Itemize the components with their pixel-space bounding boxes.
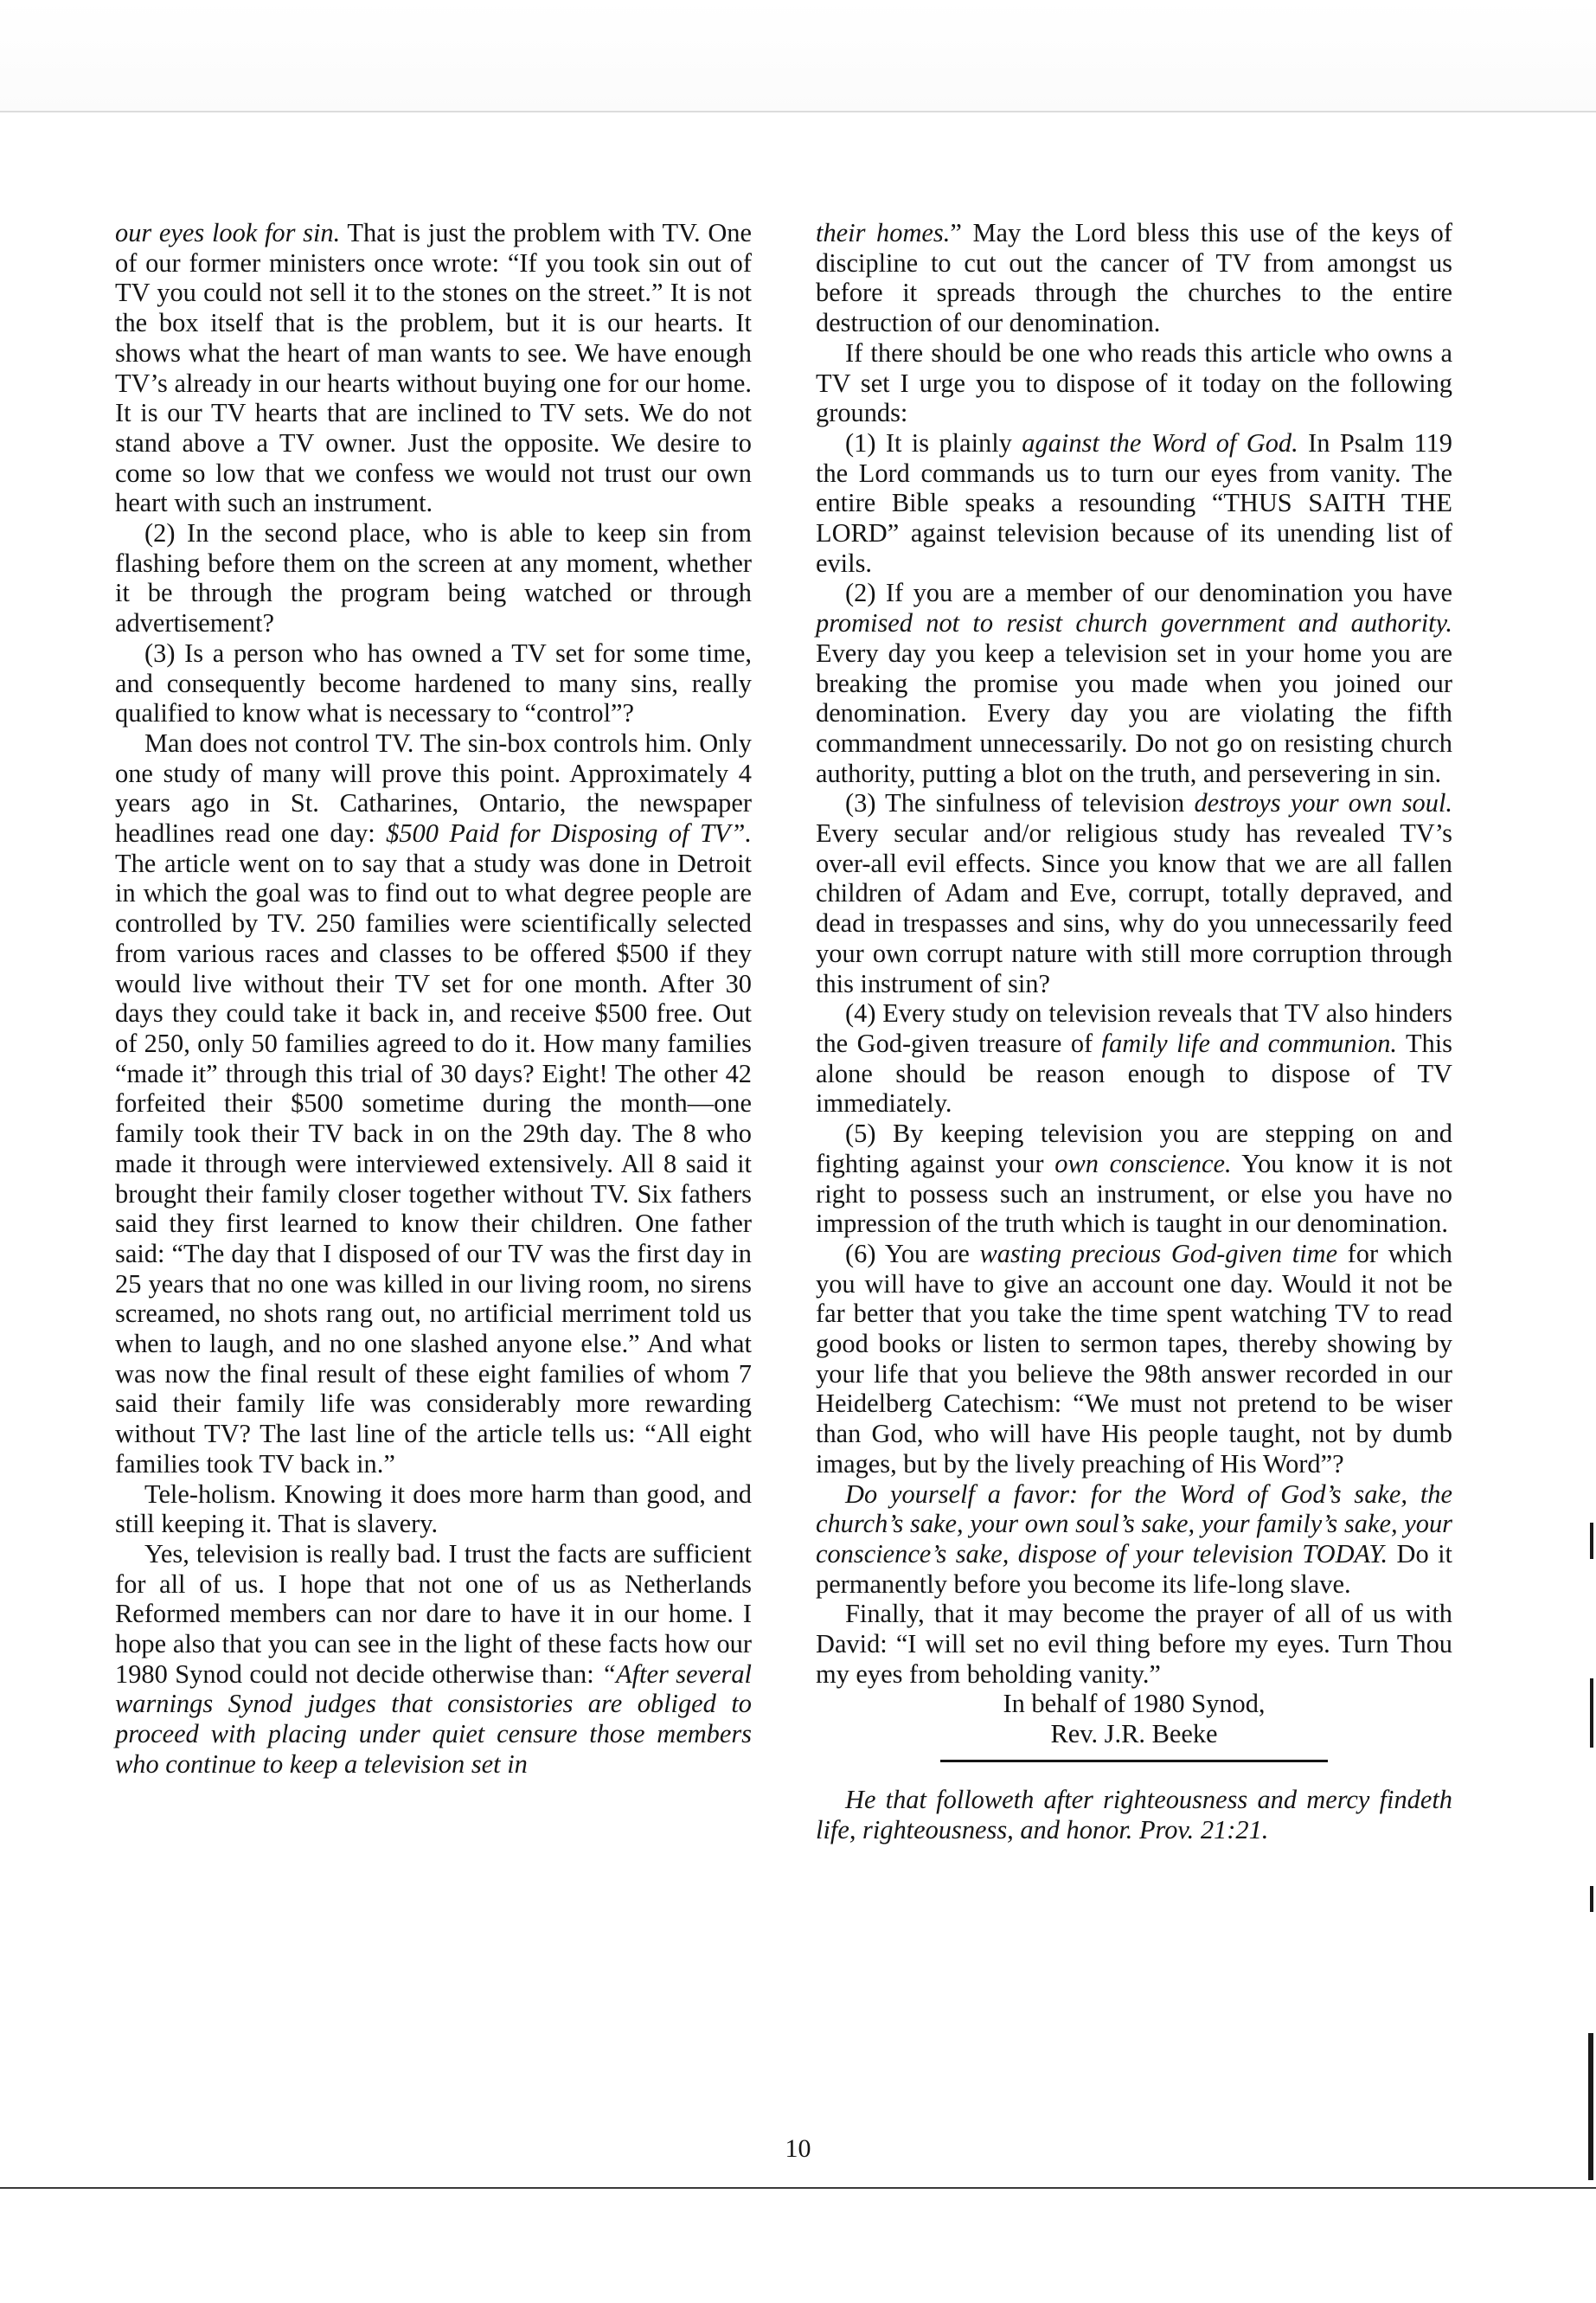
paragraph: (3) Is a person who has owned a TV set for some time, and consequently become hardened to many sins, really qualified to know what is necessary to “control”? bbox=[115, 638, 752, 728]
body-text: Every day you keep a television set in your home you are breaking the promise you made when you joined our denomination. Every day you are violating the fifth commandment unnecessarily. Do not go on resisting church authority, putting a blot on the truth, and persevering in sin. bbox=[816, 638, 1452, 788]
body-text: (3) The sinfulness of television bbox=[845, 788, 1195, 818]
paragraph bbox=[115, 1539, 752, 1780]
italic-text: Do yourself a favor: for the Word of God’s sake, the church’s sake, your own soul’s sake, your family’s sake, your conscience’s sake, dispose of your television TODAY. bbox=[816, 1479, 1452, 1568]
paragraph bbox=[816, 1119, 1452, 1239]
body-text: Do it permanently before you become its life-long slave. bbox=[816, 1538, 1452, 1599]
body-text: (2) If you are a member of our denomination you have bbox=[845, 578, 1452, 608]
page-number: 10 bbox=[785, 2134, 811, 2163]
italic-text: own conscience. bbox=[1054, 1148, 1232, 1178]
signature-divider bbox=[940, 1760, 1328, 1762]
paragraph: If there should be one who reads this article who owns a TV set I urge you to dispose of it today on the following grounds: bbox=[816, 337, 1452, 428]
body-text: ” May the Lord bless this use of the keys of discipline to cut out the cancer of TV from amongst us before it spreads through the churches to the entire destruction of our denomination. bbox=[816, 218, 1452, 338]
left-column bbox=[115, 218, 752, 1780]
italic-text: “After several warnings Synod judges that consistories are obliged to proceed with placing under quiet censure those members who continue to keep a television set in bbox=[115, 1658, 752, 1779]
italic-text: wasting precious God-given time bbox=[979, 1238, 1338, 1268]
body-text: Every secular and/or religious study has revealed TV’s over-all evil effects. Since you know that we are all fallen children of Adam and Eve, corrupt, totally depraved, and dead in trespasses and sins, why do you unnecessarily feed your own corrupt nature with still more corruption through this instrument of sin? bbox=[816, 818, 1452, 998]
body-text: The article went on to say that a study was done in Detroit in which the goal was to find out to what degree people are controlled by TV. 250 families were scientifically selected from various races and classes to be offered $500 if they would live without their TV set for one month. After 30 days they could take it back in, and receive $500 free. Out of 250, only 50 families agreed to do it. How many families “made it” through this trial of 30 days? Eight! The other 42 forfeited their $500 sometime during the month—one family took their TV back in on the 29th day. The 8 who made it through were interviewed extensively. All 8 said it brought their family closer together without TV. Six fathers said they first learned to know their children. One father said: “The day that I disposed of our TV was the first day in 25 years that no one was killed in our living room, no sirens screamed, no shots rang out, no artificial merriment told us when to laugh, and no one slashed anyone else.” And what was now the final result of these eight families of whom 7 said their family life was considerably more rewarding without TV? The last line of the article tells us: “All eight families took TV back in.” bbox=[115, 848, 752, 1479]
closing-verse: He that followeth after righteousness and mercy findeth life, righteousness, and honor. Prov. 21:21. bbox=[816, 1784, 1452, 1844]
paragraph: Tele-holism. Knowing it does more harm than good, and still keeping it. That is slavery. bbox=[115, 1479, 752, 1539]
body-text: Man does not control TV. The sin-box controls him. Only one study of many will prove this point. Approximately 4 years ago in St. Catharines, Ontario, the newspaper headlines read one day: bbox=[115, 728, 752, 849]
italic-text: their homes. bbox=[816, 218, 951, 247]
italic-text: against the Word of God. bbox=[1022, 427, 1298, 458]
author-signature: Rev. J.R. Beeke bbox=[1050, 1719, 1218, 1749]
paragraph bbox=[816, 1239, 1452, 1479]
paragraph bbox=[816, 428, 1452, 579]
paragraph bbox=[816, 788, 1452, 998]
paragraph bbox=[816, 998, 1452, 1119]
paragraph bbox=[816, 218, 1452, 338]
body-text: for which you will have to give an account one day. Would it not be far better that you take the time spent watching TV to read good books or listen to sermon tapes, thereby showing by your life that you believe the 98th answer recorded in our Heidelberg Catechism: “We must not pretend to be wiser than God, who will have His people taught, not by dumb images, but by the lively preaching of His Word”? bbox=[816, 1238, 1452, 1479]
italic-text: family life and communion. bbox=[1101, 1028, 1397, 1058]
italic-text: destroys your own soul. bbox=[1194, 788, 1452, 818]
italic-text: our eyes look for sin. bbox=[115, 218, 341, 247]
paragraph: (2) In the second place, who is able to keep sin from flashing before them on the screen at any moment, whether it be through the program being watched or through advertisement? bbox=[115, 518, 752, 638]
body-text: In Psalm 119 the Lord commands us to turn our eyes from vanity. The entire Bible speaks a resounding “THUS SAITH THE LORD” against television because of its unending list of evils. bbox=[816, 427, 1452, 578]
body-text: (4) Every study on television reveals that TV also hinders the God-given treasure of bbox=[816, 998, 1452, 1058]
paragraph bbox=[115, 728, 752, 1479]
italic-text: promised not to resist church government and authority. bbox=[816, 608, 1452, 638]
body-text: You know it is not right to possess such an instrument, or else you have no impression of the truth which is taught in our denomination. bbox=[816, 1148, 1452, 1239]
body-text: (5) By keeping television you are stepping on and fighting against your bbox=[816, 1119, 1452, 1178]
body-text: (1) It is plainly bbox=[845, 427, 1022, 458]
paragraph bbox=[816, 578, 1452, 788]
right-column bbox=[816, 218, 1452, 1844]
body-text: That is just the problem with TV. One of our former ministers once wrote: “If you took sin out of TV you could not sell it to the stones on the street.” It is not the box itself that is the problem, but it is our hearts. It shows what the heart of man wants to see. We have enough TV’s already in our hearts without buying one for our home. It is our TV hearts that are inclined to TV sets. We do not stand above a TV owner. Just the opposite. We desire to come so low that we confess we would not trust our own heart with such an instrument. bbox=[115, 218, 752, 518]
body-text: (6) You are bbox=[845, 1238, 980, 1268]
paragraph bbox=[816, 1479, 1452, 1600]
paragraph: Finally, that it may become the prayer of all of us with David: “I will set no evil thing before my eyes. Turn Thou my eyes from beholding vanity.” bbox=[816, 1599, 1452, 1689]
body-text: This alone should be reason enough to dispose of TV immediately. bbox=[816, 1028, 1452, 1119]
italic-text: $500 Paid for Disposing of TV”. bbox=[386, 818, 752, 849]
signature-line: In behalf of 1980 Synod, bbox=[1003, 1689, 1266, 1719]
body-text: Yes, television is really bad. I trust the facts are sufficient for all of us. I hope that not one of us as Netherlands Reformed members can nor dare to have it in our home. I hope also that you can see in the light of these facts how our 1980 Synod could not decide otherwise than: bbox=[115, 1538, 752, 1689]
paragraph bbox=[115, 218, 752, 518]
